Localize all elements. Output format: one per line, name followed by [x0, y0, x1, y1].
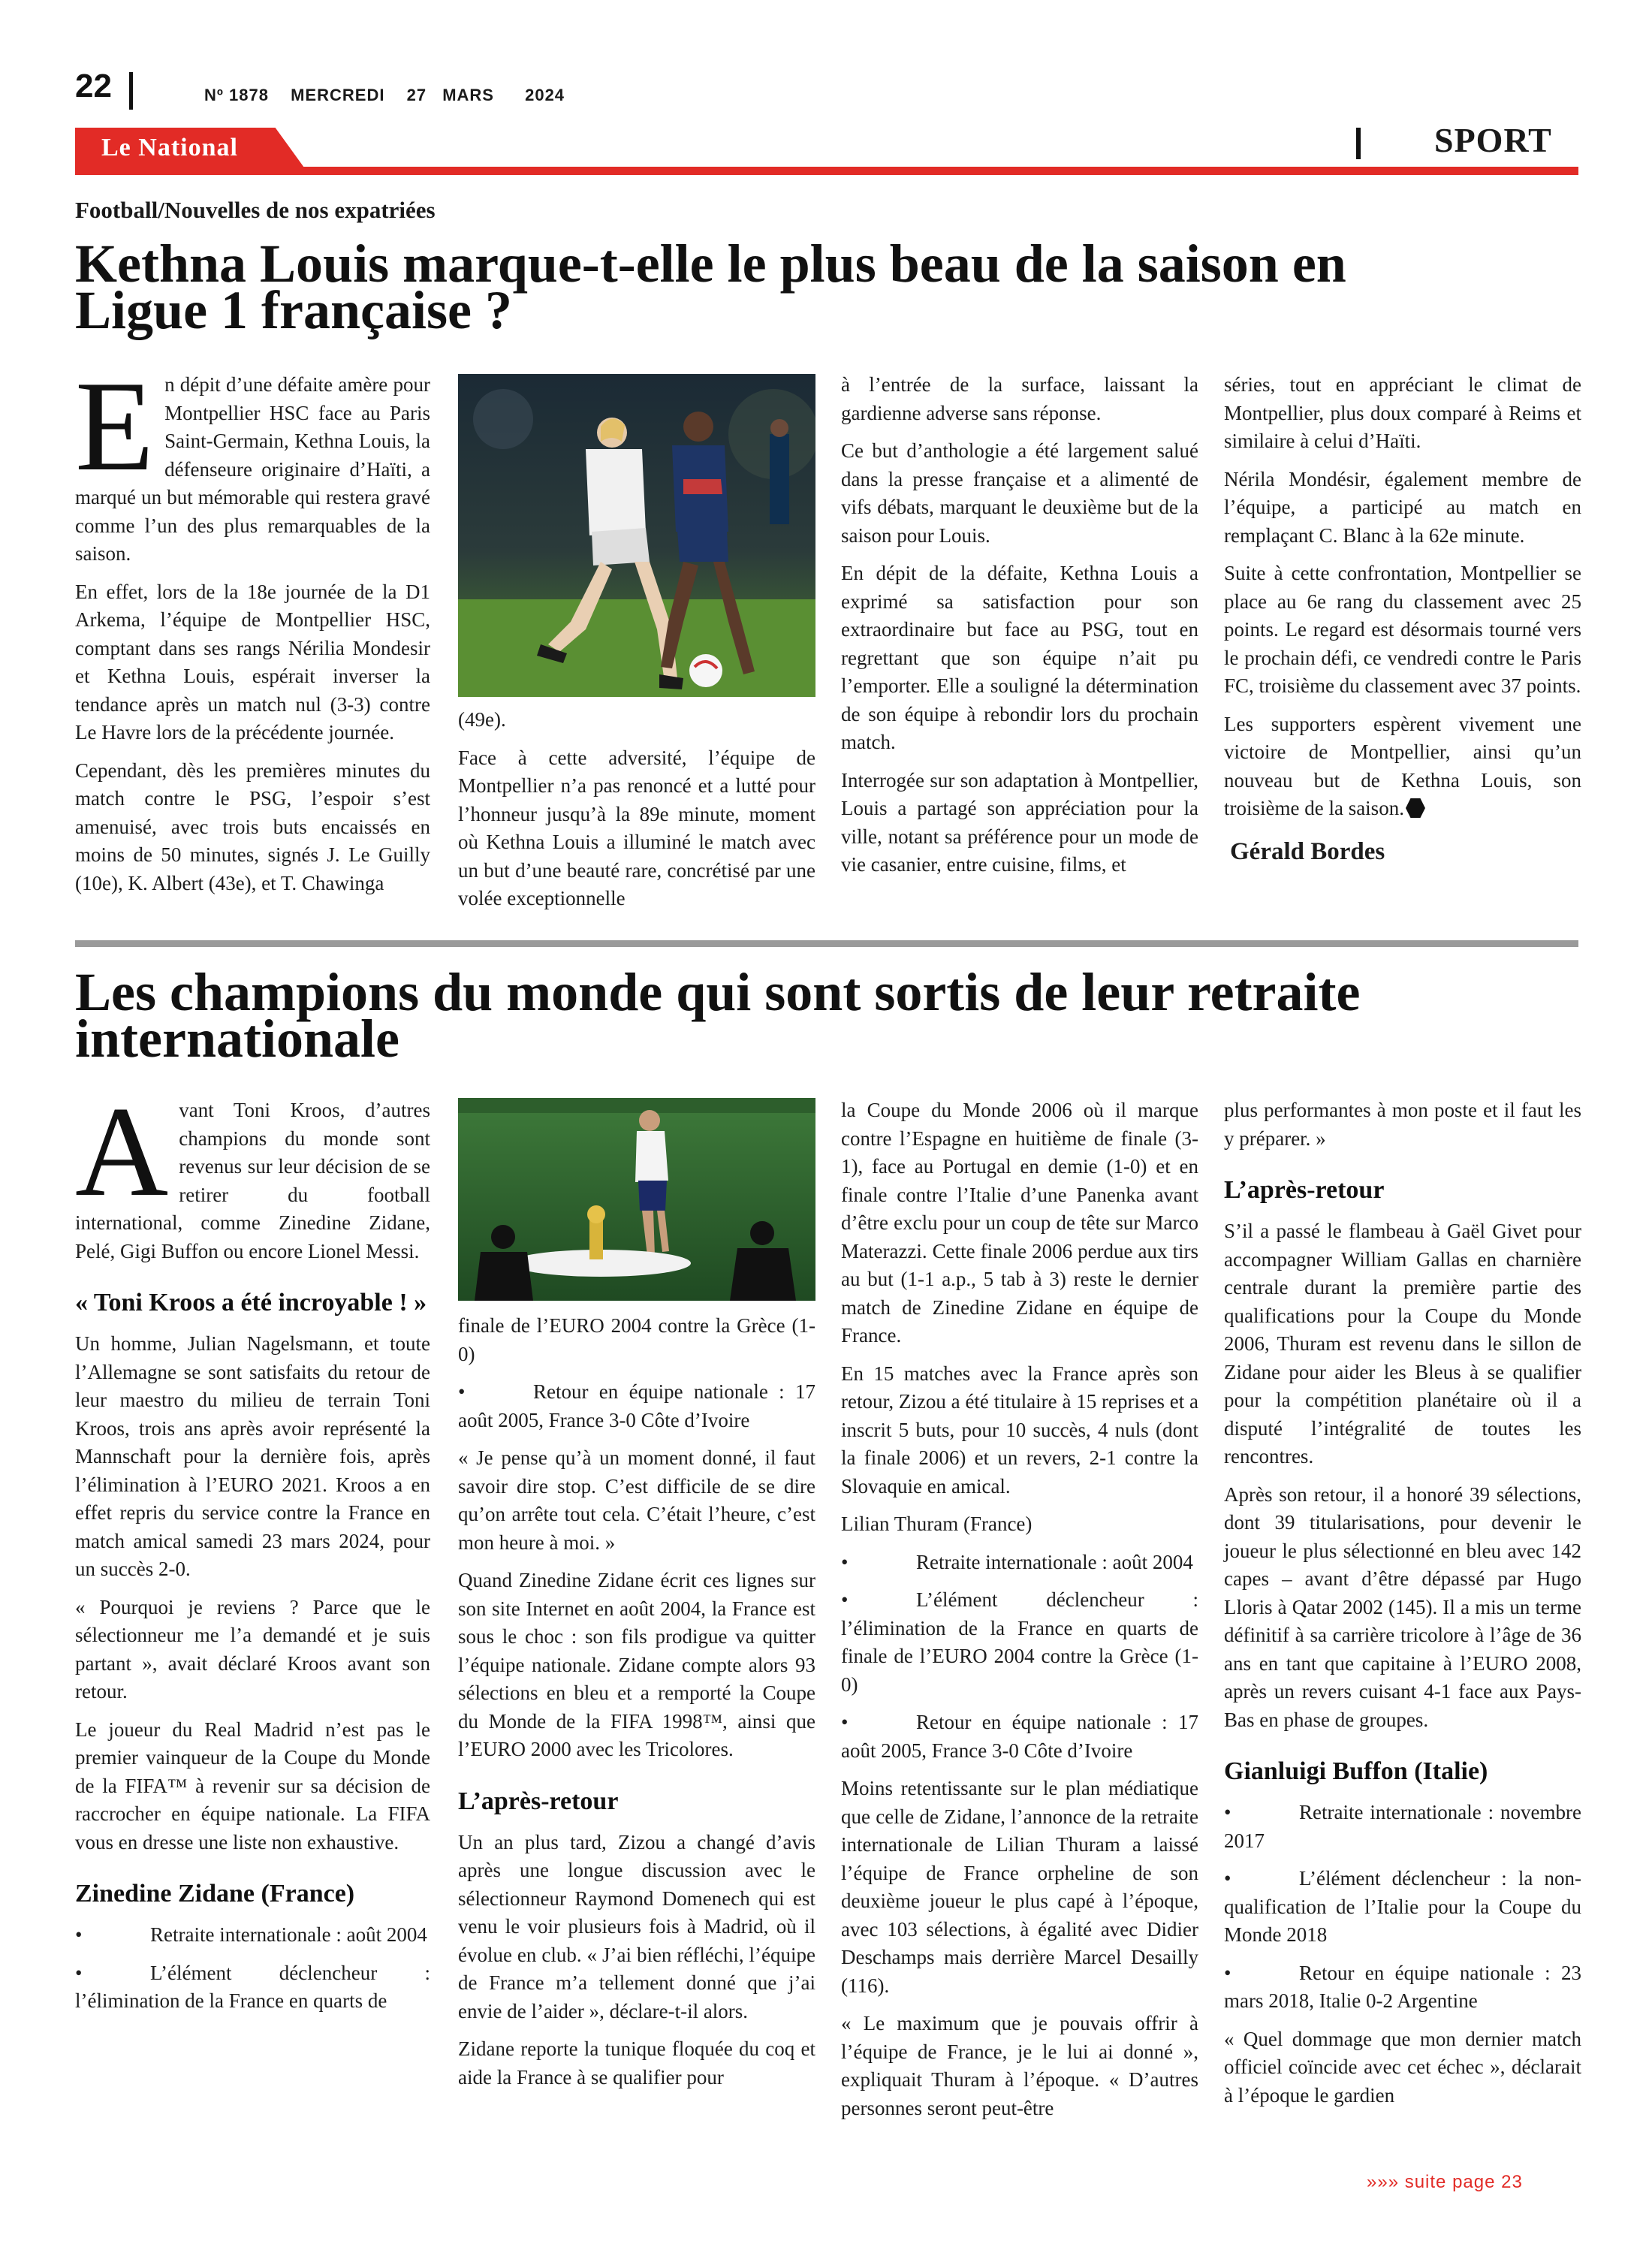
article1-para: séries, tout en appréciant le climat de Montpellier, plus doux comparé à Reims et similaire à celui d’Haïti. — [1224, 373, 1581, 452]
issue-year: 2024 — [525, 86, 565, 104]
page-number: 22 — [75, 68, 112, 104]
bullet-item: • Retraite internationale : août 2004 — [75, 1923, 427, 1946]
article1-col3 — [841, 371, 1198, 889]
article1-para: Cependant, dès les premières minutes du match contre le PSG, l’espoir s’est amenuisé, avec trois buts encaissés en moins de 50 minutes, signés J. Le Guilly (10e), K. Albert (43e), et T. Chawinga — [75, 759, 430, 894]
article1-para: Suite à cette confrontation, Montpellier se place au 6e rang du classement avec 25 points. Le regard est désormais tourné vers le prochain défi, ce vendredi contre le Paris FC, troisième du classement avec 37 points. — [1224, 562, 1581, 697]
article2-para: « Je pense qu’à un moment donné, il faut savoir dire stop. C’est difficile de se dire qu’on arrête tout cela. C’était l’heure, c’est mon heure à moi. » — [458, 1446, 815, 1554]
article1-kicker: Football/Nouvelles de nos expatriées — [75, 197, 436, 223]
article2-col3 — [841, 1096, 1198, 2132]
issue-number: Nº 1878 — [204, 86, 269, 104]
end-mark-icon — [1406, 798, 1425, 818]
bullet-item: • Retour en équipe nationale : 17 août 2005, France 3-0 Côte d’Ivoire — [458, 1380, 815, 1431]
world-cup-final-photo — [458, 1098, 815, 1301]
article1-para: Face à cette adversité, l’équipe de Montpellier n’a pas renoncé et a lutté pour l’honneur jusqu’à la 89e minute, moment où Kethna Louis a illuminé le match avec un but d’une beauté rare, concrétisé par une volée exceptionnelle — [458, 746, 815, 909]
issue-info — [204, 86, 581, 105]
article2-para: Zidane reporte la tunique floquée du coq et aide la France à se qualifier pour — [458, 2037, 815, 2089]
article1-headline — [75, 234, 1584, 340]
article1-para: Interrogée sur son adaptation à Montpellier, Louis a partagé son appréciation pour la ville, notant sa préférence pour un mode de vie casanier, entre cuisine, films, et — [841, 768, 1198, 876]
article2-para: S’il a passé le flambeau à Gaël Givet pour accompagner William Gallas en charnière centrale durant la première partie des qualifications pour la Coupe du Monde 2006, Thuram est revenu dans le sillon de Zidane pour aider les Bleus à se qualifier pour la compétition planétaire où il a disputé l’intégralité de toutes les rencontres. — [1224, 1220, 1581, 1467]
article2-col4 — [1224, 1096, 1581, 2119]
subhead-buffon: Gianluigi Buffon (Italie) — [1224, 1757, 1488, 1785]
bullet-item: • Retraite internationale : novembre 2017 — [1224, 1801, 1581, 1852]
article1-para: Nérila Mondésir, également membre de l’équipe, a participé au match en remplaçant C. Blanc à la 62e minute. — [1224, 467, 1581, 547]
article1-col2 — [458, 706, 815, 923]
bullet-item: • Retraite internationale : août 2004 — [841, 1550, 1193, 1573]
dropcap-a: A — [75, 1081, 169, 1223]
article1-para: En effet, lors de la 18e journée de la D1 Arkema, l’équipe de Montpellier HSC, comptant dans ses rangs Nérilia Mondesir et Kethna Louis, espérait inverser la tendance après un match nul (3-3) contre Le Havre lors de la précédente journée. — [75, 580, 430, 743]
article2-para: Après son retour, il a honoré 39 sélections, dont 39 titularisations, pour devenir le joueur le plus sélectionné en bleu avec 142 capes – avant d’être dépassé par Hugo Lloris à Qatar 2002 (145). Il a mis un terme définitif à sa carrière tricolore à l’âge de 36 ans en tant que capitaine à l’EURO 2008, après un revers cuisant 4-1 face aux Pays-Bas en phase de groupes. — [1224, 1482, 1581, 1731]
dropcap-e: E — [75, 355, 155, 498]
continued-link[interactable]: »»» suite page 23 — [1367, 2172, 1523, 2192]
article1-headline-line1: Kethna Louis marque-t-elle le plus beau de la saison en — [75, 234, 1346, 294]
bullet-item: • Retour en équipe nationale : 17 août 2005, France 3-0 Côte d’Ivoire — [841, 1711, 1198, 1762]
article2-para: « Le maximum que je pouvais offrir à l’équipe de France, je le lui ai donné », expliquait Thuram à l’époque. « D’autres personnes seront peut-être — [841, 2012, 1198, 2119]
article2-headline-line1: Les champions du monde qui sont sortis de leur retraite — [75, 962, 1361, 1022]
article2-para: Le joueur du Real Madrid n’est pas le premier vainqueur de la Coupe du Monde de la FIFA™ à revenir sur sa décision de raccrocher en équipe nationale. La FIFA vous en dresse une liste non exhaustive. — [75, 1718, 430, 1853]
brand-name: Le National — [101, 134, 238, 161]
article1-author: Gérald Bordes — [1230, 837, 1385, 865]
article2-para: Un an plus tard, Zizou a changé d’avis après une longue discussion avec le sélectionneur Raymond Domenech qui est venu le voir plusieurs fois à Madrid, où il évolue en club. « J’ai bien réfléchi, l’équipe de France m’a tellement donné que j’ai envie de l’aider », déclare-t-il alors. — [458, 1830, 815, 2022]
article2-headline-line2: internationale — [75, 1009, 399, 1069]
article1-para: En dépit de la défaite, Kethna Louis a exprimé sa satisfaction pour son extraordinaire but face au PSG, tout en regrettant que son équipe n’ait pu l’emporter. Elle a souligné la détermination de son équipe à rebondir lors du prochain match. — [841, 562, 1198, 753]
article2-para: En 15 matches avec la France après son retour, Zizou a été titulaire à 15 reprises et a inscrit 5 buts, pour 10 succès, 4 nuls (dont la finale 2006) et un revers, 2-1 contre la Slovaquie en amical. — [841, 1362, 1198, 1497]
subhead-apres-retour-2: L’après-retour — [1224, 1176, 1385, 1204]
article2-para: Quand Zinedine Zidane écrit ces lignes sur son site Internet en août 2004, la France est sous le choc : son fils prodigue va quitter l’équipe nationale. Zidane compte alors 93 sélections en bleu et a remporté la Coupe du Monde de la FIFA 1998™, ainsi que l’EURO 2000 avec les Tricolores. — [458, 1569, 815, 1760]
photo-zidane-trophy — [458, 1098, 815, 1301]
article2-para: « Quel dommage que mon dernier match officiel coïncide avec cet échec », déclarait à l’époque le gardien — [1224, 2027, 1581, 2107]
article1-lead: En dépit d’une défaite amère pour Montpellier HSC face au Paris Saint-Germain, Kethna Louis, la défenseure originaire d’Haïti, a marqué un but mémorable qui restera gravé comme l’un des plus remarquables de la saison. — [75, 355, 430, 565]
article1-para: Les supporters espèrent vivement une victoire de Montpellier, ainsi qu’un nouveau but de Kethna Louis, son troisième de la saison. — [1224, 712, 1581, 819]
issue-weekday: MERCREDI — [291, 86, 385, 104]
article2-col2 — [458, 1312, 815, 2101]
issue-month: MARS — [442, 86, 494, 104]
article1-para: à l’entrée de la surface, laissant la gardienne adverse sans réponse. — [841, 373, 1198, 424]
article2-para: finale de l’EURO 2004 contre la Grèce (1-0) — [458, 1314, 815, 1365]
article1-para: (49e). — [458, 708, 506, 731]
article1-headline-line2: Ligue 1 française ? — [75, 280, 512, 340]
bullet-item: • Retour en équipe nationale : 23 mars 2018, Italie 0-2 Argentine — [1224, 1961, 1581, 2012]
article-separator — [75, 940, 1578, 947]
photo-kethna-louis — [458, 374, 815, 697]
article2-para: « Pourquoi je reviens ? Parce que le sélectionneur me l’a demandé et je suis partant », avait déclaré Kroos avant son retour. — [75, 1595, 430, 1703]
article2-headline — [75, 962, 1584, 1069]
article1-para: Ce but d’anthologie a été largement salué dans la presse française et a alimenté de vifs débats, marquant le deuxième but de la saison pour Louis. — [841, 439, 1198, 547]
subhead-apres-retour: L’après-retour — [458, 1787, 619, 1815]
article1-col4 — [1224, 371, 1581, 866]
subhead-zidane: Zinedine Zidane (France) — [75, 1880, 355, 1908]
article2-lead: Avant Toni Kroos, d’autres champions du monde sont revenus sur leur décision de se retirer du football international, comme Zinedine Zidane, Pelé, Gigi Buffon ou encore Lionel Messi. — [75, 1081, 430, 1262]
header-red-rule — [75, 167, 1578, 175]
bullet-item: • L’élément déclencheur : l’élimination de la France en quarts de — [75, 1961, 430, 2012]
article2-col1 — [75, 1081, 430, 2025]
article2-para: la Coupe du Monde 2006 où il marque contre l’Espagne en huitième de finale (3-1), face au Portugal en demie (1-0) et en finale contre l’Italie d’une Panenka avant d’être exclu pour un coup de tête sur Marco Materazzi. Cette finale 2006 perdue aux tirs au but (1-1 a.p., 5 tab à 3) reste le dernier match de Zinedine Zidane en équipe de France. — [841, 1099, 1198, 1347]
bullet-item: • L’élément déclencheur : la non-qualification de l’Italie pour la Coupe du Monde 2018 — [1224, 1867, 1581, 1946]
issue-day: 27 — [406, 86, 427, 104]
article1-col1 — [75, 355, 430, 907]
bullet-item: • L’élément déclencheur : l’élimination de la France en quarts de finale de l’EURO 2004 contre la Grèce (1-0) — [841, 1588, 1198, 1696]
header-divider — [129, 72, 133, 110]
article2-para: plus performantes à mon poste et il faut les y préparer. » — [1224, 1099, 1581, 1150]
article2-player-name: Lilian Thuram (France) — [841, 1513, 1032, 1535]
section-divider — [1356, 128, 1361, 159]
article2-para: Un homme, Julian Nagelsmann, et toute l’Allemagne se sont satisfaits du retour de leur maestro du milieu de terrain Toni Kroos, trois ans après avoir représenté la Mannschaft pour la dernière fois, après l’élimination à l’EURO 2021. Kroos a en effet repris du service contre la France en match amical samedi 23 mars 2024, pour un succès 2-0. — [75, 1332, 430, 1580]
article2-para: Moins retentissante sur le plan médiatique que celle de Zidane, l’annonce de la retraite internationale de Lilian Thuram a laissé l’équipe de France orpheline de son deuxième joueur le plus capé à l’époque, avec 103 sélections, à égalité avec Didier Deschamps mais derrière Marcel Desailly (116). — [841, 1777, 1198, 1997]
subhead-kroos: « Toni Kroos a été incroyable ! » — [75, 1289, 427, 1317]
section-title: SPORT — [1434, 121, 1552, 159]
football-match-photo — [458, 374, 815, 697]
